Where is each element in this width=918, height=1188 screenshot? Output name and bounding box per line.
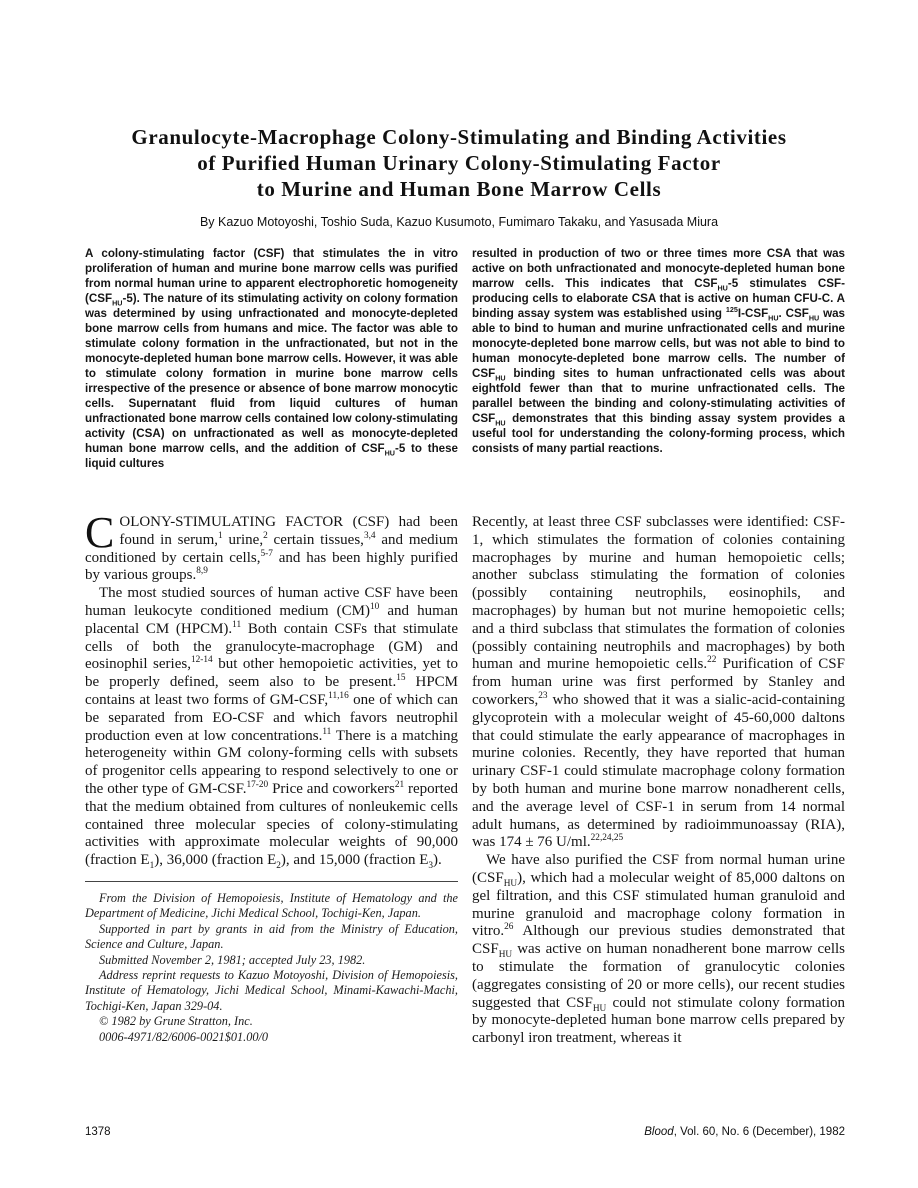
body-paragraph-purification: We have also purified the CSF from normal human urine $(CSF_{HU})$, which had a molecular weight of 85,000 daltons on gel filtration, and this CSF stimulated human granuloid and murine granuloid and macrophage colony formation in vitro.$^{26}$ Although our previous studies demonstrated that $CSF_{HU}$ was active on human nonadherent bone marrow cells to stimulate the formation of granulocytic colonies (aggregates consisting of 20 or more cells), our recent studies suggested that $CSF_{HU}$ could not stimulate colony formation by monocyte-depleted human bone marrow cells prepared by carbonyl iron treatment, whereas it — [472, 852, 845, 1047]
article-title-line-3: to Murine and Human Bone Marrow Cells — [256, 177, 662, 201]
abstract-section — [85, 246, 845, 471]
article-header — [0, 124, 918, 229]
footnote-block — [85, 891, 458, 1045]
footnote-copyright: © 1982 by Grune Stratton, Inc. — [99, 1014, 253, 1029]
author-byline: By Kazuo Motoyoshi, Toshio Suda, Kazuo Kusumoto, Fumimaro Takaku, and Yasusada Miura — [199, 215, 719, 229]
journal-name: Blood — [644, 1126, 674, 1138]
drop-cap: C — [85, 508, 115, 557]
body-paragraph-sources: The most studied sources of human active CSF have been human leukocyte conditioned medium (CM)$^{10}$ and human placental CM (HPCM).$^{11}$ Both contain CSFs that stimulate cells of both the granulocyte-macrophage (GM) and eosinophil series,$^{12-14}$ but other hemopoietic activities, yet to be properly defined, seem also to be present.$^{15}$ HPCM contains at least two forms of GM-CSF,$^{11,16}$ one of which can be separated from EO-CSF and which favors neutrophil production even at low concentrations.$^{11}$ There is a matching heterogeneity within GM colony-forming cells with subsets of progenitor cells appearing to respond selectively to one or the other type of GM-CSF.$^{17-20}$ Price and coworkers$^{21}$ reported that the medium obtained from cultures of nonleukemic cells contained three molecular species of colony-stimulating activities with approximate molecular weights of 90,000 (fraction $E_1$), 36,000 (fraction $E_2$), and 15,000 (fraction $E_3$). — [85, 585, 459, 872]
footnote-reprints: Address reprint requests to Kazuo Motoyoshi, Division of Hemopoiesis, Institute of Hematology, Jichi Medical School, Minami-Kawachi-Machi, Tochigi-Ken, Japan 329-04. — [85, 967, 458, 1013]
footnote-divider — [85, 881, 458, 882]
footnote-dates: Submitted November 2, 1981; accepted July 23, 1982. — [99, 952, 366, 967]
abstract-column-left: A colony-stimulating factor (CSF) that stimulates the in vitro proliferation of human and murine bone marrow cells was purified from normal human urine to apparent electrophoretic homogeneity $(CSF_{HU}-5)$. The nature of its stimulating activity on colony formation was determined by using unfractionated and monocyte-depleted bone marrow cells from humans and mice. The factor was able to stimulate colony formation in the unfractionated, but not in the monocyte-depleted human bone marrow cells. However, it was able to stimulate colony formation in murine bone marrow cells irrespective of the presence or absence of bone marrow monocytic cells. Supernatant fluid from liquid cultures of human unfractionated bone marrow cells contained low colony-stimulating activity (CSA) on unfractionated as well as monocyte-depleted human bone marrow cells, and the addition of $CSF_{HU}-5$ to these liquid cultures — [85, 247, 458, 470]
footnote-affiliation: From the Division of Hemopoiesis, Institute of Hematology and the Department of Medicine, Jichi Medical School, Tochigi-Ken, Japan. — [85, 890, 458, 921]
body-paragraph-intro-text: OLONY-STIMULATING FACTOR (CSF) had been found in serum,$^1$ urine,$^2$ certain tissues,$^{3,4}$ and medium conditioned by certain cells,$^{5-7}$ and has been highly purified by various groups.$^{8,9}$ — [85, 514, 458, 584]
body-column-right — [472, 514, 845, 1048]
body-paragraph-subclasses: Recently, at least three CSF subclasses were identified: CSF-1, which stimulates the formation of colonies containing macrophages by murine and human hemopoietic cells; another subclass stimulating the formation of colonies (possibly containing neutrophils, eosinophils, and macrophages) by human but not murine hemopoietic cells; and a third subclass that stimulates the formation of colonies (possibly containing neutrophils and macrophages) by both human and murine hemopoietic cells.$^{22}$ Purification of CSF from human urine was first performed by Stanley and coworkers,$^{23}$ who showed that it was a sialic-acid-containing glycoprotein with a molecular weight of 45-60,000 daltons that could stimulate the early appearance of macrophages in murine colonies. Recently, they have reported that human urinary CSF-1 could stimulate macrophage colony formation by both human and murine bone marrow nonadherent cells, and the average level of CSF-1 in serum from 14 normal adult humans, as determined by radioimmunoassay (RIA), was 174 ± 76 U/ml.$^{22,24,25}$ — [472, 514, 845, 851]
abstract-column-right: resulted in production of two or three times more CSA that was active on both unfractionated and monocyte-depleted human bone marrow cells. This indicates that $CSF_{HU}-5$ stimulates CSF-producing cells to elaborate CSA that is active on human CFU-C. A binding assay system was established using $^{125}I-CSF_{HU}$. $CSF_{HU}$ was able to bind to human and murine unfractionated cells and murine monocyte-depleted bone marrow cells, but was not able to bind to human monocyte-depleted bone marrow cells. The number of $CSF_{HU}$ binding sites to human unfractionated cells was about eightfold fewer than that to murine unfractionated cells. The parallel between the binding and colony-stimulating activities of $CSF_{HU}$ demonstrates that this binding assay system provides a useful tool for understanding the colony-forming process, which consists of many partial reactions. — [472, 247, 845, 455]
journal-citation-rest: , Vol. 60, No. 6 (December), 1982 — [673, 1126, 845, 1138]
article-body — [85, 508, 845, 1048]
body-column-left — [85, 508, 459, 1048]
footnote-support: Supported in part by grants in aid from the Ministry of Education, Science and Culture, Japan. — [85, 921, 458, 952]
article-title-line-1: Granulocyte-Macrophage Colony-Stimulating and Binding Activities — [131, 125, 787, 149]
journal-citation — [644, 1126, 845, 1138]
page-footer — [85, 1126, 845, 1138]
article-title-line-2: of Purified Human Urinary Colony-Stimulating Factor — [197, 151, 721, 175]
footnote-issn-code: 0006-4971/82/6006-0021$01.00/0 — [99, 1029, 269, 1044]
body-paragraph-intro — [85, 508, 458, 585]
page-number: 1378 — [85, 1126, 111, 1138]
